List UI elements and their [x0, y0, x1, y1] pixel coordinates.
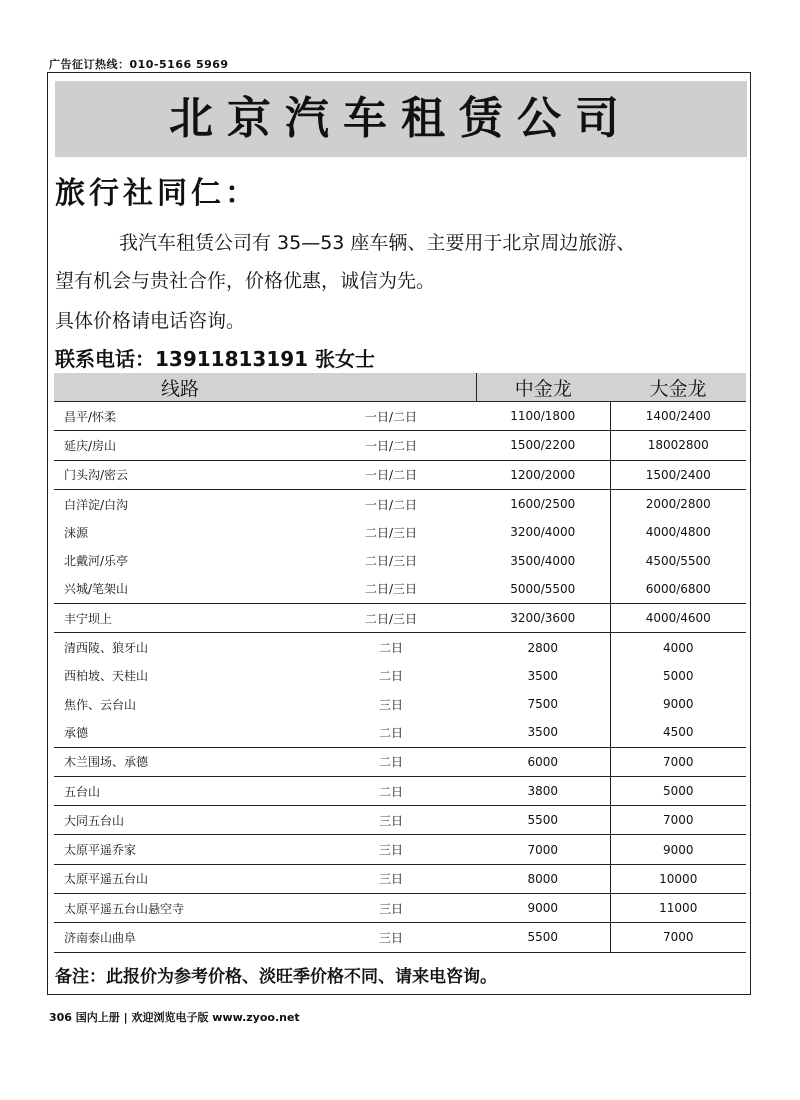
large-bus-price: 4000/4800: [610, 518, 746, 546]
header-large-bus: 大金龙: [610, 373, 746, 402]
mid-bus-price: 3500: [527, 668, 559, 683]
large-bus-price: 7000: [610, 923, 746, 952]
days-cell: 二日/三日: [364, 554, 418, 569]
large-bus-price: 18002800: [610, 431, 746, 460]
contact-phone: 联系电话：13911813191 张女士: [55, 347, 376, 371]
ad-hotline: 广告征订热线：010-5166 5969: [49, 58, 229, 71]
large-bus-price: 1400/2400: [610, 402, 746, 431]
days-cell: 三日: [306, 864, 476, 893]
route-cell: 西柏坡、天桂山: [64, 669, 149, 684]
table-row: [54, 747, 746, 776]
mid-bus-price: 9000: [476, 894, 610, 923]
route-cell: 门头沟/密云: [54, 460, 306, 489]
note: 备注：此报价为参考价格、淡旺季价格不同、请来电咨询。: [55, 967, 497, 987]
large-bus-price: 4000/4600: [610, 604, 746, 633]
large-bus-price: 7000: [610, 747, 746, 776]
table-row: [54, 690, 746, 718]
route-cell: 昌平/怀柔: [54, 402, 306, 431]
route-cell: 承德: [54, 718, 306, 747]
price-table-wrap: [54, 373, 746, 953]
route-cell: 焦作、云台山: [64, 697, 137, 712]
mid-bus-price: 3200/4000: [510, 525, 576, 540]
large-bus-price: 2000/2800: [610, 489, 746, 518]
table-row: [54, 776, 746, 805]
mid-bus-price: 5500: [476, 923, 610, 952]
days-cell: 一日/二日: [306, 402, 476, 431]
route-cell: 太原平遥五台山悬空寺: [54, 894, 306, 923]
intro-line-2: 望有机会与贵社合作，价格优惠，诚信为先。: [55, 270, 436, 292]
days-cell: 三日: [306, 894, 476, 923]
intro-line-3: 具体价格请电话咨询。: [55, 310, 246, 332]
large-bus-price: 9000: [610, 690, 746, 718]
route-cell: 兴城/笔架山: [54, 575, 306, 604]
table-row: [54, 460, 746, 489]
days-cell: 三日: [378, 697, 403, 712]
table-row: [54, 894, 746, 923]
header-route: 线路: [54, 373, 306, 402]
large-bus-price: 5000: [610, 662, 746, 690]
route-cell: 五台山: [54, 776, 306, 805]
large-bus-price: 11000: [610, 894, 746, 923]
route-cell: 太原平遥五台山: [54, 864, 306, 893]
days-cell: 二日: [378, 641, 403, 656]
large-bus-price: 4500: [610, 718, 746, 747]
large-bus-price: 6000/6800: [610, 575, 746, 604]
days-cell: 三日: [306, 923, 476, 952]
mid-bus-price: 8000: [476, 864, 610, 893]
large-bus-price: 9000: [610, 835, 746, 864]
route-cell: 延庆/房山: [54, 431, 306, 460]
route-cell: 大同五台山: [54, 806, 306, 835]
table-row: [54, 923, 746, 952]
days-cell: 二日: [378, 669, 403, 684]
mid-bus-price: 5000/5500: [476, 575, 610, 604]
large-bus-price: 4500/5500: [610, 546, 746, 574]
header-mid-bus: 中金龙: [476, 373, 610, 402]
route-cell: 涞源: [64, 525, 89, 540]
days-cell: 三日: [306, 835, 476, 864]
mid-bus-price: 3800: [476, 776, 610, 805]
route-cell: 北戴河/乐亭: [64, 554, 129, 569]
days-cell: 一日/二日: [364, 497, 418, 512]
mid-bus-price: 1200/2000: [476, 460, 610, 489]
mid-bus-price: 1500/2200: [476, 431, 610, 460]
mid-bus-price: 3500/4000: [510, 553, 576, 568]
table-row: [54, 431, 746, 460]
table-row: [54, 718, 746, 747]
days-cell: 一日/二日: [306, 431, 476, 460]
route-cell: 白洋淀/白沟: [64, 497, 129, 512]
large-bus-price: 10000: [610, 864, 746, 893]
large-bus-price: 1500/2400: [610, 460, 746, 489]
table-row: [54, 604, 746, 633]
large-bus-price: 7000: [610, 806, 746, 835]
table-row: [54, 864, 746, 893]
price-table-body: [54, 402, 746, 953]
table-row: [54, 806, 746, 835]
mid-bus-price: 5500: [476, 806, 610, 835]
mid-bus-price: 2800: [527, 640, 559, 655]
table-row: [54, 575, 746, 604]
table-header-row: [54, 373, 746, 402]
mid-bus-price: 3200/3600: [476, 604, 610, 633]
mid-bus-price: 7500: [527, 697, 559, 712]
greeting: 旅行社同仁：: [55, 176, 259, 211]
days-cell: 三日: [306, 806, 476, 835]
table-row: [54, 518, 746, 546]
large-bus-price: 5000: [610, 776, 746, 805]
table-row: [54, 489, 746, 518]
large-bus-price: 4000: [610, 633, 746, 662]
table-row: [54, 662, 746, 690]
header-days: [306, 373, 476, 402]
mid-bus-price: 6000: [476, 747, 610, 776]
mid-bus-price: 1600/2500: [510, 497, 576, 512]
route-cell: 清西陵、狼牙山: [64, 641, 149, 656]
days-cell: 二日/三日: [306, 575, 476, 604]
days-cell: 二日: [306, 776, 476, 805]
days-cell: 二日: [306, 718, 476, 747]
route-cell: 木兰围场、承德: [54, 747, 306, 776]
intro-line-1: 我汽车租赁公司有 35—53 座车辆、主要用于北京周边旅游、: [119, 232, 636, 254]
page-footer: 306 国内上册 | 欢迎浏览电子版 www.zyoo.net: [49, 1011, 300, 1024]
days-cell: 二日: [306, 747, 476, 776]
route-cell: 太原平遥乔家: [54, 835, 306, 864]
table-row: [54, 546, 746, 574]
mid-bus-price: 1100/1800: [476, 402, 610, 431]
mid-bus-price: 7000: [476, 835, 610, 864]
page-title: 北京汽车租赁公司: [169, 93, 633, 144]
route-cell: 丰宁坝上: [54, 604, 306, 633]
table-row: [54, 835, 746, 864]
price-table: [54, 373, 746, 953]
table-row: [54, 633, 746, 662]
days-cell: 二日/三日: [306, 604, 476, 633]
table-row: [54, 402, 746, 431]
route-cell: 济南泰山曲阜: [54, 923, 306, 952]
mid-bus-price: 3500: [476, 718, 610, 747]
days-cell: 一日/二日: [306, 460, 476, 489]
days-cell: 二日/三日: [364, 525, 418, 540]
